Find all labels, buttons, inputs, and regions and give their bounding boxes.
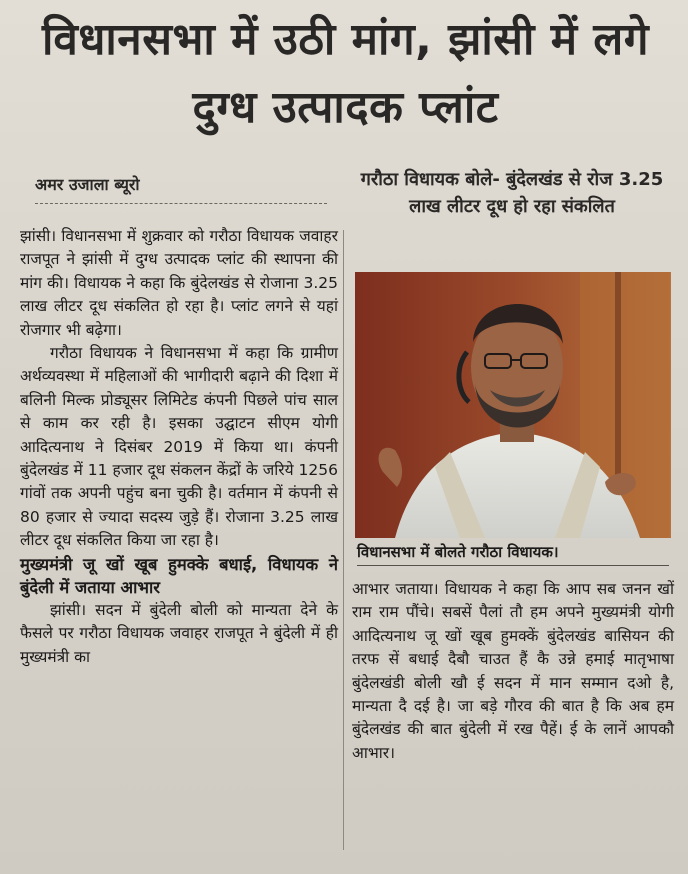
side-headline: गरौठा विधायक बोले- बुंदेलखंड से रोज 3.25 लाख लीटर दूध हो रहा संकलित — [360, 169, 664, 217]
left-column — [20, 225, 338, 669]
column-divider — [343, 230, 344, 850]
right-column-text: आभार जताया। विधायक ने कहा कि आप सब जनन खों राम राम पौंचे। सबसें पैलां तौ हम अपने मुख्यमंत्री योगी आदित्यनाथ जू खों खूब हुमक्कें बुंदेलखंड बासियन की तरफ सें बधाई दैबौ चाउत हैं कै उन्ने हमाई मातृभाषा बुंदेलखंडी बोली खौ ई सदन में मान सम्मान दओ है, मान्यता दै दई है। जा बड़े गौरव की बात है कि अब हम बुंदेलखंड की बात बुंदेली में रख पैहें। ई के लानें आपकौ आभार। — [352, 580, 674, 762]
left-paragraph-1: झांसी। विधानसभा में शुक्रवार को गरौठा विधायक जवाहर राजपूत ने झांसी में दुग्ध उत्पादक प्लांट की स्थापना की मांग की। विधायक ने कहा कि बुंदेलखंड से रोजाना 3.25 लाख लीटर दूध संकलित हो रहा है। प्लांट लगने से यहां रोजगार भी बढ़ेगा। — [20, 227, 338, 339]
headline: विधानसभा में उठी मांग, झांसी में लगे दुग्ध उत्पादक प्लांट — [41, 14, 649, 133]
byline: अमर उजाला ब्यूरो — [35, 175, 140, 194]
byline-rule — [35, 203, 327, 204]
left-paragraph-2: गरौठा विधायक ने विधानसभा में कहा कि ग्रामीण अर्थव्यवस्था में महिलाओं की भागीदारी बढ़ाने की दिशा में बलिनी मिल्क प्रोड्यूसर लिमिटेड कंपनी पिछले पांच साल से काम कर रही है। इसका उद्घाटन सीएम योगी आदित्यनाथ ने दिसंबर 2019 में किया था। कंपनी बुंदेलखंड में 11 हजार दूध संकलन केंद्रों के जरिये 1256 गांवों तक अपनी पहुंच बना चुकी है। वर्तमान में कंपनी से 80 हजार से ज्यादा सदस्य जुड़े हैं। रोजाना 3.25 लाख लीटर दूध संकलित किया जा रहा है। — [20, 344, 338, 550]
photo-caption: विधानसभा में बोलते गरौठा विधायक। — [357, 541, 669, 566]
right-column — [352, 578, 674, 765]
left-closing-paragraph: झांसी। सदन में बुंदेली बोली को मान्यता देने के फैसले पर गरौठा विधायक जवाहर राजपूत ने बुंदेली में ही मुख्यमंत्री का — [20, 600, 338, 666]
subheadline: मुख्यमंत्री जू खों खूब हुमक्के बधाई, विधायक ने बुंदेली में जताया आभार — [20, 554, 338, 597]
speaker-photo — [355, 272, 671, 538]
speaker-photo-illustration — [355, 272, 671, 538]
